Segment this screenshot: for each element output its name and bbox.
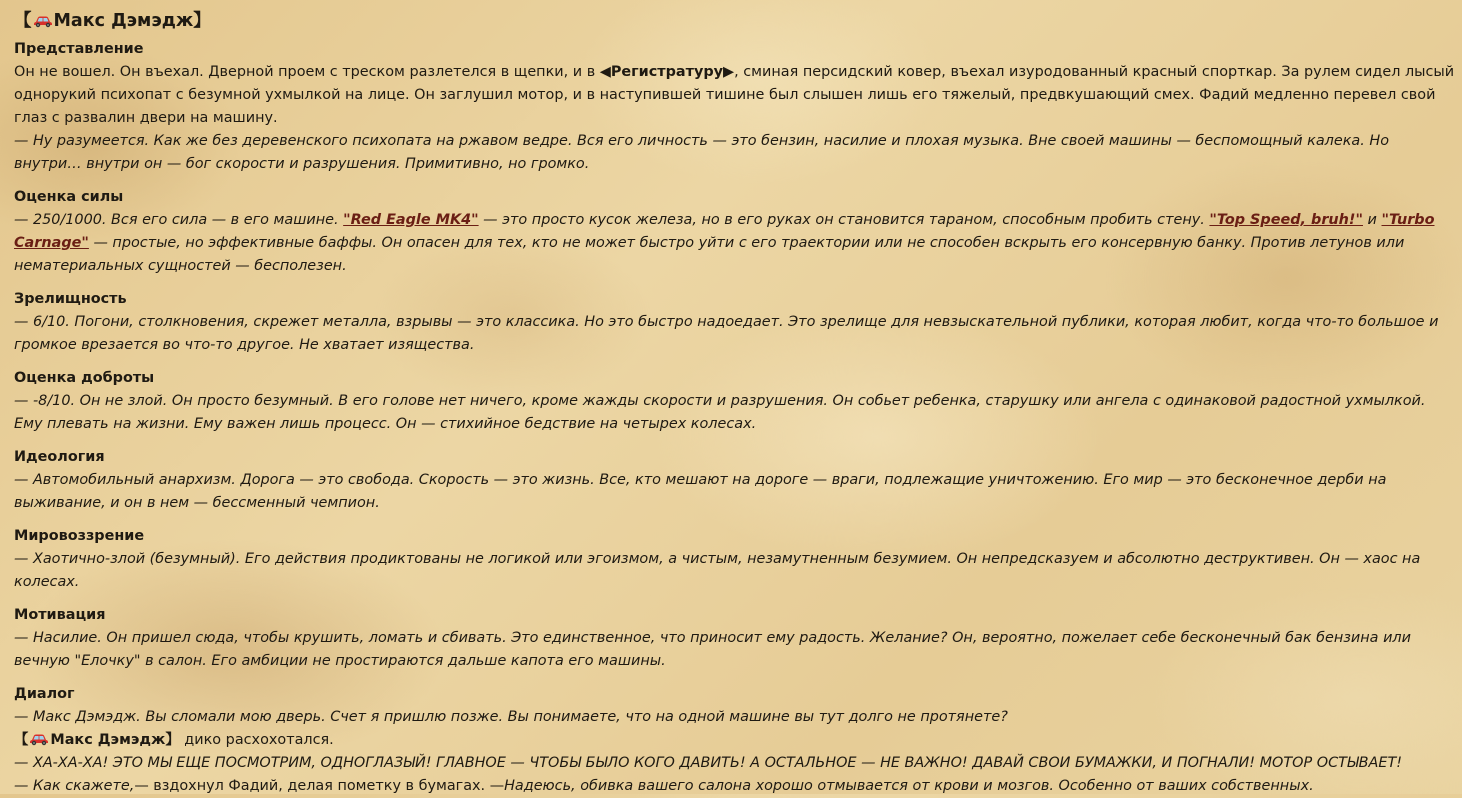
skill-red-eagle[interactable]: "Red Eagle MK4" (343, 212, 479, 228)
skill-turbo-carnage[interactable]: "Turbo Carnage" (14, 212, 1435, 251)
section-heading: Оценка силы (14, 189, 124, 205)
section-heading: Мировоззрение (14, 528, 145, 544)
intro-quote: — Ну разумеется. Как же без деревенского психопата на ржавом ведре. Вся его личность — это бензин, насилие и плохая музыка. Вне своей машины — беспомощный калека. Но внутри… внутри он — бог скорости и разрушения. Примитивно, но громко. (14, 133, 1390, 172)
name-bracket-open: 【 (14, 732, 29, 748)
section-heading: Диалог (14, 686, 75, 702)
intro-paragraph (14, 61, 1458, 130)
power-text: — 250/1000. Вся его сила — в его машине. (14, 212, 344, 228)
ideology-text: — Автомобильный анархизм. Дорога — это свобода. Скорость — это жизнь. Все, кто мешают на дороге — враги, подлежащие уничтожению. Его мир — это бесконечное дерби на выживание, и он в нем — бессменный чемпион. (14, 472, 1387, 511)
name-bracket-close: 】 (165, 732, 180, 748)
section-motivation (14, 604, 1458, 673)
section-worldview (14, 525, 1458, 594)
skill-top-speed[interactable]: "Top Speed, bruh!" (1209, 212, 1363, 228)
final-narration: — вздохнул Фадий, делая пометку в бумагах. — (134, 778, 505, 794)
section-heading: Мотивация (14, 607, 106, 623)
character-name: Макс Дэмэдж (53, 11, 194, 31)
title-bracket-close: 】 (193, 11, 211, 31)
intro-text-b: , сминая персидский ковер, въехал изуродованный красный спорткар. За рулем сидел лысый однорукий психопат с безумной ухмылкой на лице. Он заглушил мотор, и в наступившей тишине был слышен лишь его тяжелый, предвкушающий смех. Фадий медленно перевел свой глаз с развалин двери на машину. (14, 64, 1455, 126)
narration-text: дико расхохотался. (179, 732, 334, 748)
character-title (14, 8, 1458, 34)
final-quote-a: — Как скажете, (14, 778, 135, 794)
dialog-line-final (14, 775, 1458, 798)
motivation-text: — Насилие. Он пришел сюда, чтобы крушить, ломать и сбивать. Это единственное, что приносит ему радость. Желание? Он, вероятно, пожелает себе бесконечный бак бензина или вечную "Елочку" в салон. Его амбиции не простираются дальше капота его машины. (14, 630, 1411, 669)
power-text: — это просто кусок железа, но в его руках он становится тараном, способным пробить стену. (478, 212, 1210, 228)
reception-link: ◀Регистратуру▶ (599, 64, 735, 80)
section-dialog (14, 683, 1458, 798)
section-power (14, 186, 1458, 278)
section-heading: Представление (14, 41, 144, 57)
power-text: и (1362, 212, 1382, 228)
worldview-text: — Хаотично-злой (безумный). Его действия продиктованы не логикой или эгоизмом, а чистым, незамутненным безумием. Он непредсказуем и абсолютно деструктивен. Он — хаос на колесах. (14, 551, 1421, 590)
section-kindness (14, 367, 1458, 436)
dialog-line-max: — ХА-ХА-ХА! ЭТО МЫ ЕЩЕ ПОСМОТРИМ, ОДНОГЛАЗЫЙ! ГЛАВНОЕ — ЧТОБЫ БЫЛО КОГО ДАВИТЬ! А ОСТАЛЬНОЕ — НЕ ВАЖНО! ДАВАЙ СВОИ БУМАЖКИ, И ПОГНАЛИ! МОТОР ОСТЫВАЕТ! (14, 755, 1403, 771)
red-car-icon (33, 14, 53, 28)
section-intro (14, 38, 1458, 176)
power-paragraph (14, 209, 1458, 278)
speaker-name: Макс Дэмэдж (50, 732, 166, 748)
section-heading: Оценка доброты (14, 370, 155, 386)
final-quote-c: Надеюсь, обивка вашего салона хорошо отмывается от крови и мозгов. Особенно от ваших собственных. (504, 778, 1314, 794)
red-car-icon (29, 732, 49, 746)
kindness-text: — -8/10. Он не злой. Он просто безумный. В его голове нет ничего, кроме жажды скорости и разрушения. Он собьет ребенка, старушку или ангела с одинаковой радостной ухмылкой. Ему плевать на жизни. Ему важен лишь процесс. Он — стихийное бедствие на четырех колесах. (14, 393, 1426, 432)
section-heading: Идеология (14, 449, 105, 465)
spectacle-text: — 6/10. Погони, столкновения, скрежет металла, взрывы — это классика. Но это быстро надоедает. Это зрелище для невзыскательной публики, которая любит, когда что-то большое и громкое врезается во что-то другое. Не хватает изящества. (14, 314, 1439, 353)
dialog-line-narration (14, 729, 1458, 752)
power-text: — простые, но эффективные баффы. Он опасен для тех, кто не может быстро уйти с его траектории или не способен вскрыть его консервную банку. Против летунов или нематериальных сущностей — бесполезен. (14, 235, 1405, 274)
dialog-line-fadiy: — Макс Дэмэдж. Вы сломали мою дверь. Счет я пришлю позже. Вы понимаете, что на одной машине вы тут долго не протянете? (14, 709, 1008, 725)
intro-text-a: Он не вошел. Он въехал. Дверной проем с треском разлетелся в щепки, и в (14, 64, 600, 80)
section-heading: Зрелищность (14, 291, 127, 307)
title-bracket-open: 【 (14, 11, 32, 31)
section-ideology (14, 446, 1458, 515)
section-spectacle (14, 288, 1458, 357)
